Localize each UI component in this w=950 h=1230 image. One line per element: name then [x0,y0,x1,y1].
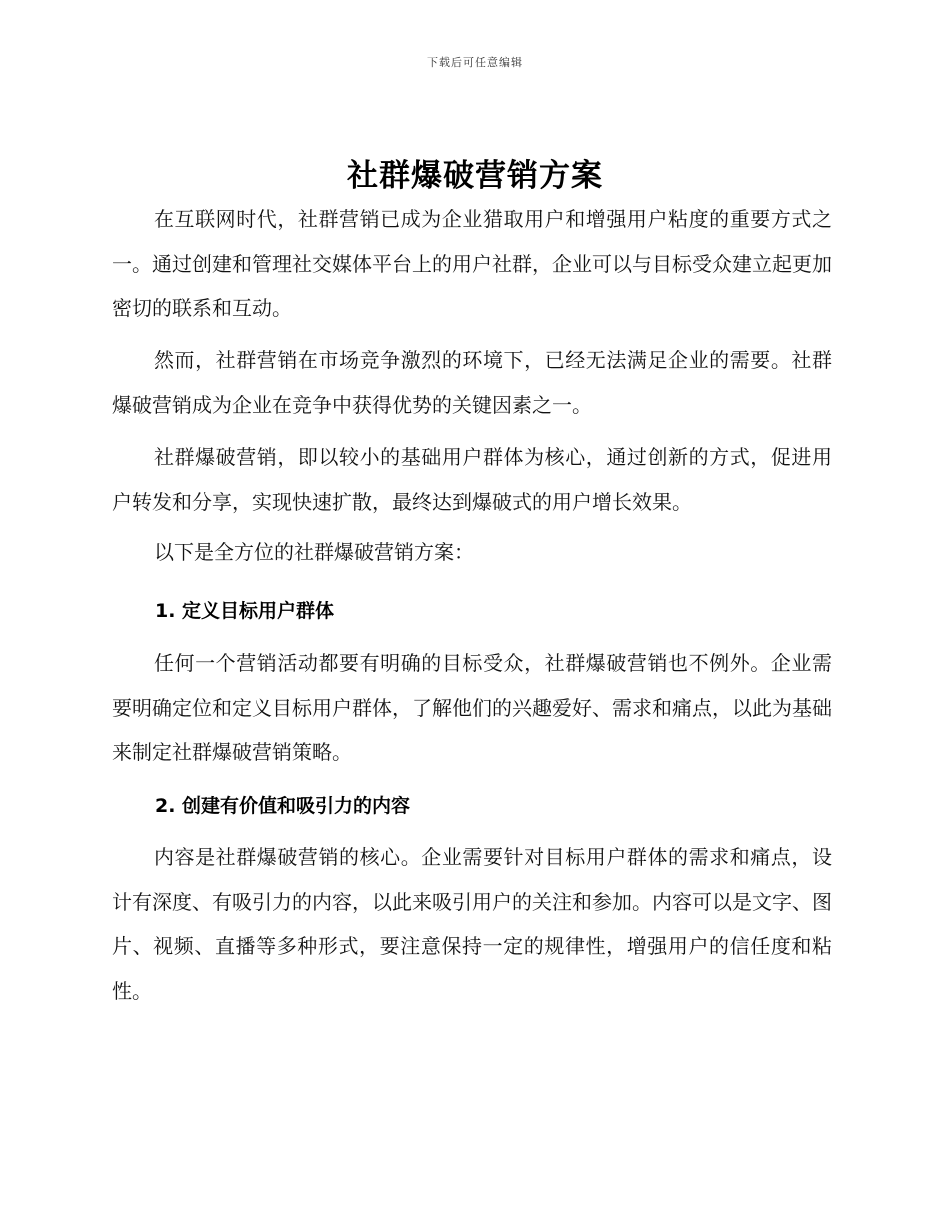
section-heading-1: 1. 定义目标用户群体 [155,600,335,622]
paragraph-plan-intro: 以下是全方位的社群爆破营销方案： [154,540,474,564]
section-heading-2: 2. 创建有价值和吸引力的内容 [155,795,411,817]
paragraph-however: 然而，社群营销在市场竞争激烈的环境下，已经无法满足企业的需要。社群爆破营销成为企业在竞争中获得优势的关键因素之一。 [112,348,832,417]
section-text-2: 内容是社群爆破营销的核心。企业需要针对目标用户群体的需求和痛点，设计有深度、有吸引力的内容，以此来吸引用户的关注和参加。内容可以是文字、图片、视频、直播等多种形式，要注意保持一定的规律性，增强用户的信任度和粘性。 [112,845,832,1003]
header-note: 下载后可任意编辑 [427,56,523,69]
paragraph-intro: 在互联网时代，社群营销已成为企业猎取用户和增强用户粘度的重要方式之一。通过创建和管理社交媒体平台上的用户社群，企业可以与目标受众建立起更加密切的联系和互动。 [112,207,832,320]
paragraph-definition: 社群爆破营销，即以较小的基础用户群体为核心，通过创新的方式，促进用户转发和分享，实现快速扩散，最终达到爆破式的用户增长效果。 [112,445,832,514]
section-text-1: 任何一个营销活动都要有明确的目标受众，社群爆破营销也不例外。企业需要明确定位和定义目标用户群体，了解他们的兴趣爱好、需求和痛点，以此为基础来制定社群爆破营销策略。 [112,651,832,764]
document-title: 社群爆破营销方案 [347,158,603,194]
